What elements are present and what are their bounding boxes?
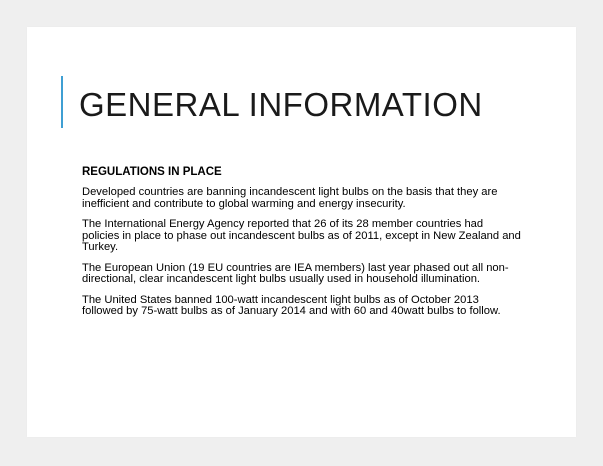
slide-body — [82, 165, 522, 327]
paragraph-1: Developed countries are banning incandescent light bulbs on the basis that they are inefficient and contribute to global warming and energy insecurity. — [82, 186, 498, 210]
slide — [27, 27, 576, 437]
paragraph-2: The International Energy Agency reported that 26 of its 28 member countries had policies in place to phase out incandescent bulbs as of 2011, except in New Zealand and Turkey. — [82, 218, 521, 253]
section-heading: REGULATIONS IN PLACE — [82, 166, 222, 178]
paragraph-3: The European Union (19 EU countries are IEA members) last year phased out all non-directional, clear incandescent light bulbs usually used in household illumination. — [82, 261, 509, 285]
slide-title: GENERAL INFORMATION — [79, 86, 483, 123]
title-accent-bar — [61, 76, 63, 128]
paragraph-4: The United States banned 100-watt incandescent light bulbs as of October 2013 followed by 75-watt bulbs as of January 2014 and with 60 and 40watt bulbs to follow. — [82, 293, 501, 317]
